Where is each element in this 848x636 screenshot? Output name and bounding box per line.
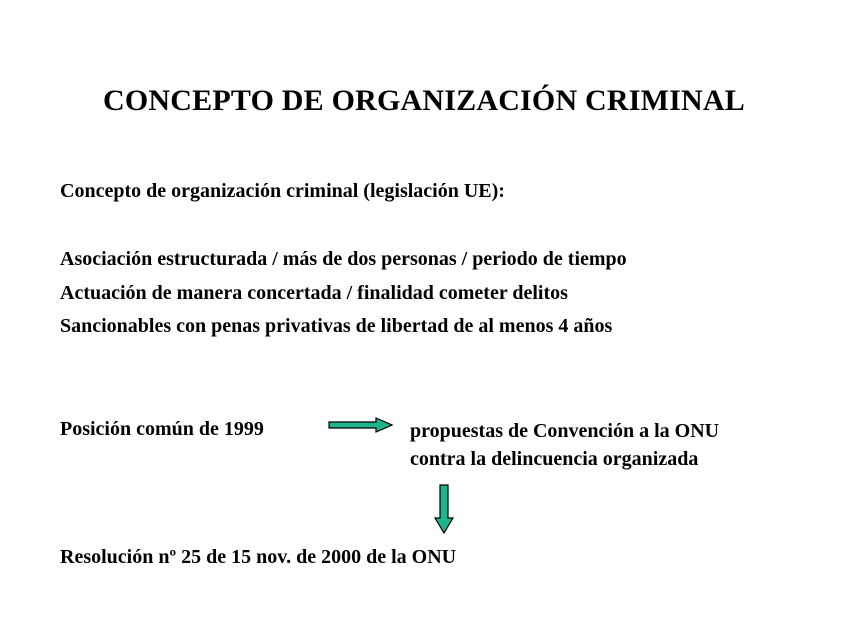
point-3: Sancionables con penas privativas de libertad de al menos 4 años	[60, 315, 613, 337]
slide-title: CONCEPTO DE ORGANIZACIÓN CRIMINAL	[103, 84, 745, 117]
proposal-line-1: propuestas de Convención a la ONU	[410, 420, 720, 442]
proposals-block	[410, 417, 719, 473]
arrow-right-icon	[328, 417, 394, 433]
resolution-text: Resolución nº 25 de 15 nov. de 2000 de la ONU	[60, 546, 457, 568]
proposal-line-2: contra la delincuencia organizada	[410, 448, 699, 470]
point-1: Asociación estructurada / más de dos personas / periodo de tiempo	[60, 248, 627, 270]
common-position-text: Posición común de 1999	[60, 418, 264, 440]
point-2: Actuación de manera concertada / finalidad cometer delitos	[60, 282, 568, 304]
subheading: Concepto de organización criminal (legislación UE):	[60, 180, 505, 202]
arrow-down-icon	[434, 484, 454, 534]
